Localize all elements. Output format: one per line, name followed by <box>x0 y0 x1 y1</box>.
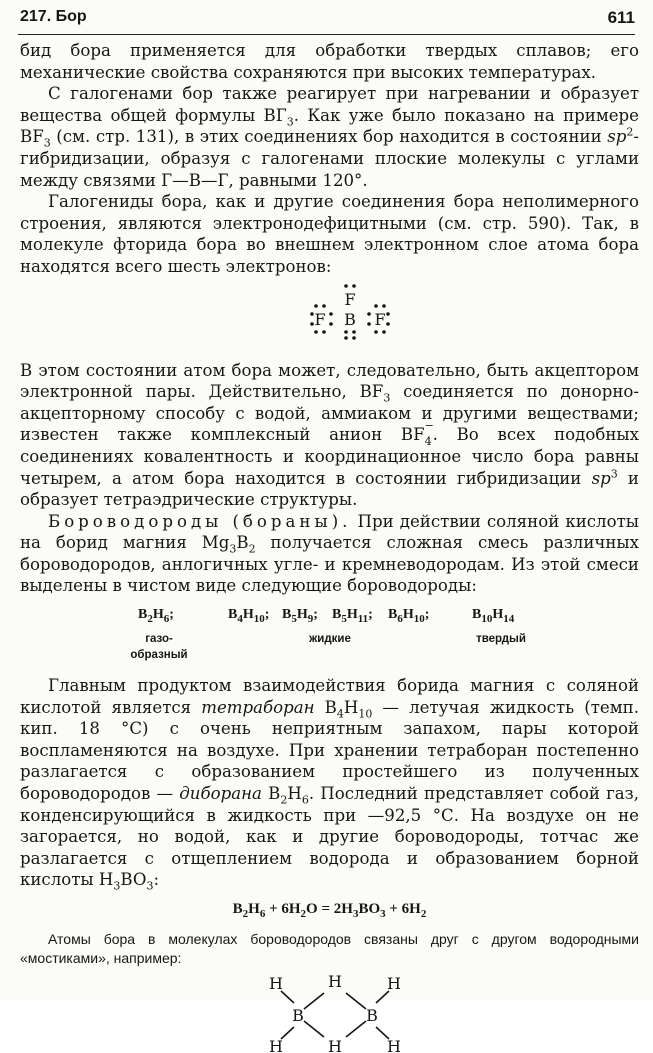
diborane-h-bridge-top: H <box>328 973 342 992</box>
formula-b4h10: $B_4H_{10}$; <box>228 607 270 625</box>
paragraph-acceptor: В этом состоянии атом бора может, следовательно, быть акцептором электронной пары. Действительно, $BF_3$ соединяется по донорно-акцепторному способу с водой, аммиаком и другими веществами; известен также комплексный анион BF − 4 . Во всех подобных соединениях ковалентность и координационное число бора равны четырем, а атом бора находится в состоянии гибридизации $sp^3$ и образует тетраэдрические структуры. <box>20 360 639 510</box>
formula-b5h9: $B_5H_9$; <box>282 607 318 625</box>
running-head: 217. Бор <box>20 8 87 25</box>
diborane-h-bottom-right: H <box>387 1037 401 1053</box>
paragraph-halides: Галогениды бора, как и другие соединения бора неполимерного строения, являются электронодефицитными (см. стр. 590). Так, в молекуле фторида бора во внешнем электронном слое атома бора находятся всего шесть электронов: <box>20 192 639 276</box>
diborane-structure <box>20 973 639 1053</box>
lewis-structure-diagram <box>290 282 410 354</box>
header-rule <box>18 34 635 35</box>
diborane-h-top-right: H <box>387 974 401 994</box>
paragraph-bridges: Атомы бора в молекулах бороводородов связаны друг с другом водородными «мостиками», например: <box>20 931 639 966</box>
paragraph-1: бид бора применяется для обработки твердых сплавов; его механические свойства сохраняются при высоких температурах. <box>20 41 639 82</box>
lewis-structure-bf3 <box>20 282 639 354</box>
hydrolysis-equation: $B_2H_6 + 6H_2O = 2H_3BO_3 + 6H_2$ <box>232 901 427 920</box>
paragraph-boranes: Бороводороды (бораны). При действии соляной кислоты на борид магния $Mg_3B_2$ получается сложная смесь различных бороводородов, анлогичных угле- и кремневодородам. Из этой смеси выделены в чистом виде следующие бороводороды: <box>20 511 640 596</box>
formula-b2h6: $B_2H_6$; <box>138 607 174 625</box>
formula-b6h10: $B_6H_{10}$; <box>388 607 430 625</box>
diborane-diagram <box>260 973 410 1053</box>
paragraph-tetraborane: Главным продуктом взаимодействия борида магния с соляной кислотой является тетраборан $B_4H_{10}$ — летучая жидкость (темп. кип. 18 °С) с очень неприятным запахом, пары которой воспламеняются на воздухе. При хранении тетраборан постепенно разлагается с образованием простейшего из полученных бороводородов — диборана $B_2H_6$. Последний представляет собой газ, конденсирующийся в жидкость при —92,5 °С. На воздухе он не загорается, но водой, как и другие бороводороды, тотчас же разлагается с отщеплением водорода и образованием борной кислоты $H_3BO_3$: <box>20 676 639 893</box>
lewis-atom-f-top: F <box>344 289 356 309</box>
diborane-h-bottom-left: H <box>269 1037 283 1053</box>
paragraph-halogens: С галогенами бор также реагирует при нагревании и образует вещества общей формулы $ВГ_3$. Как уже было показано на примере $BF_3$ (см. стр. 131), в этих соединениях бор находится в состоянии $sp^2$-гибридизации, образуя с галогенами плоские молекулы с углами между связями Г—В—Г, равными 120°. <box>20 84 640 190</box>
label-solid: твердый <box>476 633 526 646</box>
page-number: 611 <box>607 8 635 27</box>
formula-b10h14: $B_{10}H_{14}$ <box>472 607 515 625</box>
body-text <box>20 40 639 1053</box>
label-gaseous: газо- образный <box>130 633 188 662</box>
diborane-h-bridge-bottom: H <box>328 1037 342 1053</box>
lewis-atom-b: B <box>344 309 356 329</box>
page-header <box>20 8 635 32</box>
diborane-b-left: B <box>292 1006 304 1026</box>
diborane-b-right: B <box>366 1006 378 1026</box>
diborane-h-top-left: H <box>269 974 283 994</box>
lewis-atom-f-right: F <box>374 309 386 329</box>
boranes-list <box>20 603 639 669</box>
label-liquid: жидкие <box>309 633 351 646</box>
lewis-atom-f-left: F <box>314 309 326 329</box>
formula-b5h11: $B_5H_{11}$; <box>332 607 373 625</box>
